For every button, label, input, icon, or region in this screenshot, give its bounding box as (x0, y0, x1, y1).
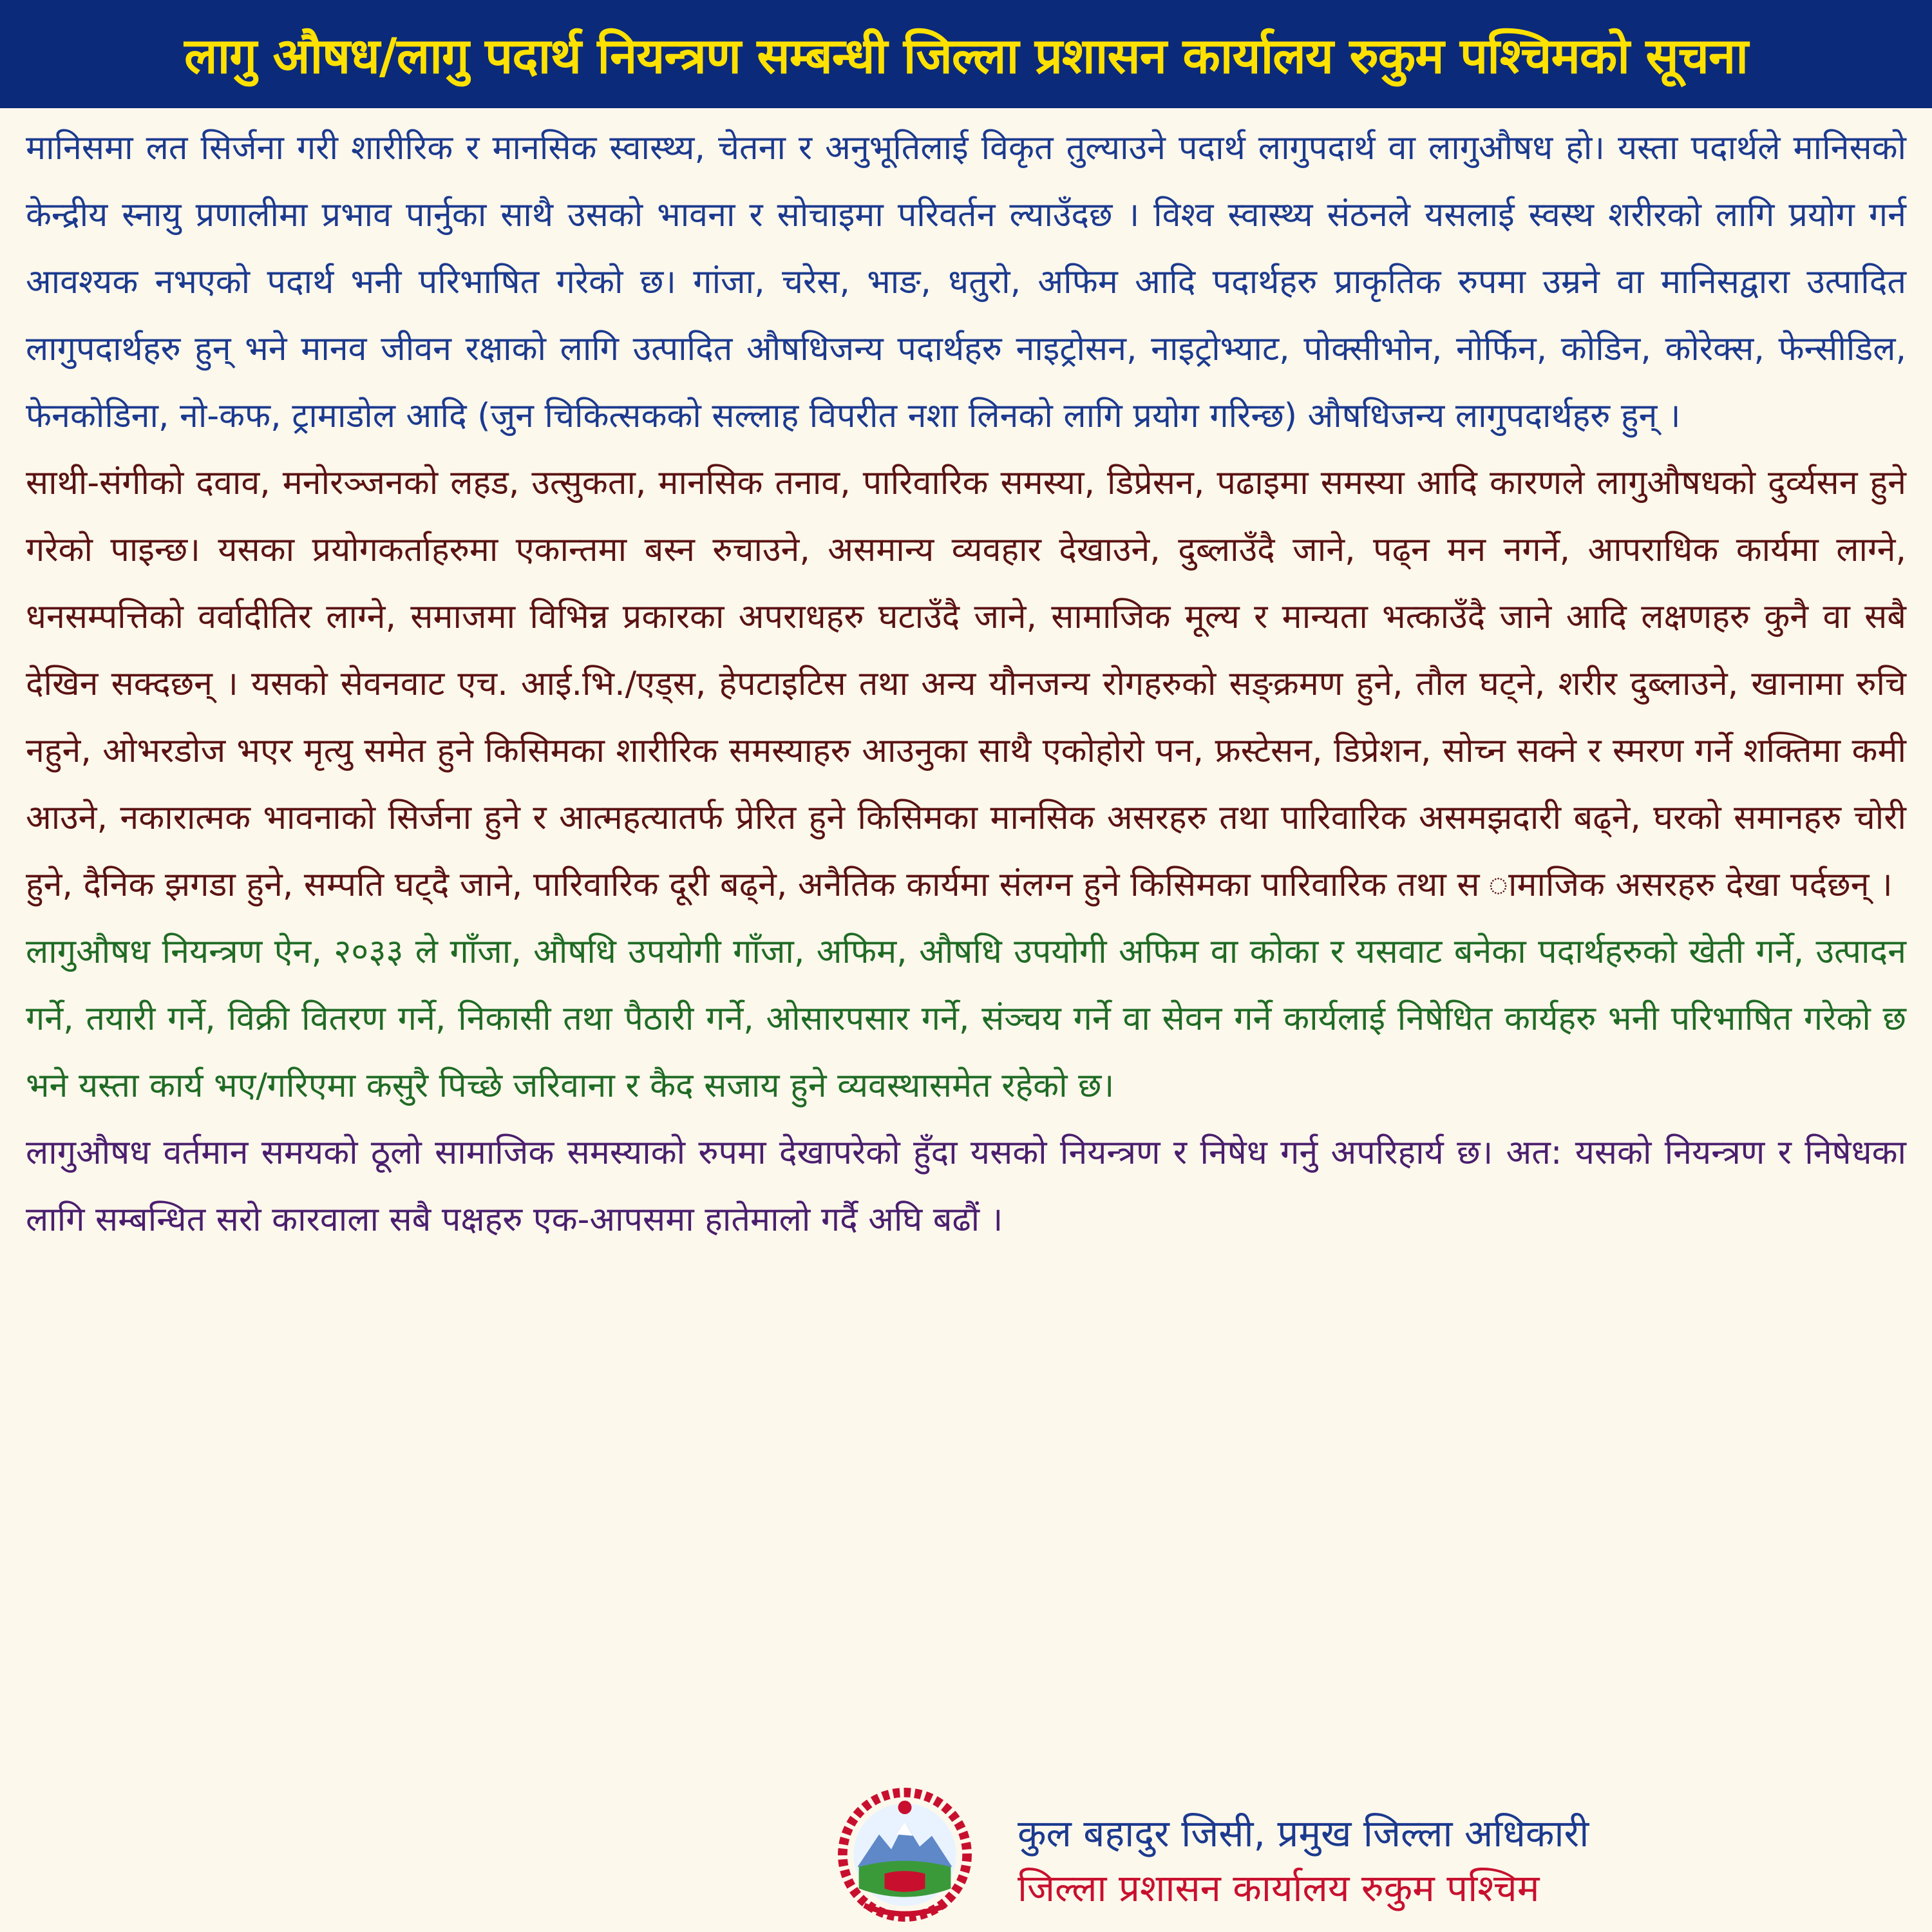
paragraph-appeal: लागुऔषध वर्तमान समयको ठूलो सामाजिक समस्याको रुपमा देखापरेको हुँदा यसको नियन्त्रण र निषेध गर्नु अपरिहार्य छ। अत: यसको नियन्त्रण र निषेधका लागि सम्बन्धित सरो कारवाला सबै पक्षहरु एक-आपसमा हातेमालो गर्दै अघि बढौं । (26, 1133, 1906, 1239)
notice-title: लागु औषध/लागु पदार्थ नियन्त्रण सम्बन्धी जिल्ला प्रशासन कार्यालय रुकुम पश्चिमको सूचना (184, 26, 1748, 84)
paragraph-causes-effects: साथी-संगीको दवाव, मनोरञ्जनको लहड, उत्सुकता, मानसिक तनाव, पारिवारिक समस्या, डिप्रेसन, पढाइमा समस्या आदि कारणले लागुऔषधको दुर्व्यसन हुने गरेको पाइन्छ। यसका प्रयोगकर्ताहरुमा एकान्तमा बस्न रुचाउने, असमान्य व्यवहार देखाउने, दुब्लाउँदै जाने, पढ्न मन नगर्ने, आपराधिक कार्यमा लाग्ने, धनसम्पत्तिको वर्वादीतिर लाग्ने, समाजमा विभिन्न प्रकारका अपराधहरु घटाउँदै जाने, सामाजिक मूल्य र मान्यता भत्काउँदै जाने आदि लक्षणहरु कुनै वा सबै देखिन सक्दछन् । यसको सेवनवाट एच. आई.भि./एड्स, हेपटाइटिस तथा अन्य यौनजन्य रोगहरुको सङ्क्रमण हुने, तौल घट्ने, शरीर दुब्लाउने, खानामा रुचि नहुने, ओभरडोज भएर मृत्यु समेत हुने किसिमका शारीरिक समस्याहरु आउनुका साथै एकोहोरो पन, फ्रस्टेसन, डिप्रेशन, सोच्न सक्ने र स्मरण गर्ने शक्तिमा कमी आउने, नकारात्मक भावनाको सिर्जना हुने र आत्महत्यातर्फ प्रेरित हुने किसिमका मानसिक असरहरु तथा पारिवारिक असमझदारी बढ्ने, घरको समानहरु चोरी हुने, दैनिक झगडा हुने, सम्पति घट्दै जाने, पारिवारिक दूरी बढ्ने, अनैतिक कार्यमा संलग्न हुने किसिमका पारिवारिक तथा स ामाजिक असरहरु देखा पर्दछन् । (26, 464, 1906, 904)
nepal-emblem-icon (837, 1787, 972, 1922)
signatory-name: कुल बहादुर जिसी, प्रमुख जिल्ला अधिकारी (1018, 1812, 1589, 1855)
header-banner (0, 0, 1932, 108)
office-name: जिल्ला प्रशासन कार्यालय रुकुम पश्चिम (1018, 1866, 1540, 1910)
paragraph-definition: मानिसमा लत सिर्जना गरी शारीरिक र मानसिक स्वास्थ्य, चेतना र अनुभूतिलाई विकृत तुल्याउने पदार्थ लागुपदार्थ वा लागुऔषध हो। यस्ता पदार्थले मानिसको केन्द्रीय स्नायु प्रणालीमा प्रभाव पार्नुका साथै उसको भावना र सोचाइमा परिवर्तन ल्याउँदछ । विश्व स्वास्थ्य संठनले यसलाई स्वस्थ शरीरको लागि प्रयोग गर्न आवश्यक नभएको पदार्थ भनी परिभाषित गरेको छ। गांजा, चरेस, भाङ, धतुरो, अफिम आदि पदार्थहरु प्राकृतिक रुपमा उम्रने वा मानिसद्वारा उत्पादित लागुपदार्थहरु हुन् भने मानव जीवन रक्षाको लागि उत्पादित औषधिजन्य पदार्थहरु नाइट्रोसन, नाइट्रोभ्याट, पोक्सीभोन, नोर्फिन, कोडिन, कोरेक्स, फेन्सीडिल, फेनकोडिना, नो-कफ, ट्रामाडोल आदि (जुन चिकित्सकको सल्लाह विपरीत नशा लिनको लागि प्रयोग गरिन्छ) औषधिजन्य लागुपदार्थहरु हुन् । (26, 129, 1906, 435)
notice-body (26, 115, 1906, 1253)
signature-block (837, 1787, 1906, 1922)
paragraph-law: लागुऔषध नियन्त्रण ऐन, २०३३ ले गाँजा, औषधि उपयोगी गाँजा, अफिम, औषधि उपयोगी अफिम वा कोका र यसवाट बनेका पदार्थहरुको खेती गर्ने, उत्पादन गर्ने, तयारी गर्ने, विक्री वितरण गर्ने, निकासी तथा पैठारी गर्ने, ओसारपसार गर्ने, संञ्चय गर्ने वा सेवन गर्ने कार्यलाई निषेधित कार्यहरु भनी परिभाषित गरेको छ भने यस्ता कार्य भए/गरिएमा कसुरै पिच्छे जरिवाना र कैद सजाय हुने व्यवस्थासमेत रहेको छ। (26, 933, 1906, 1105)
